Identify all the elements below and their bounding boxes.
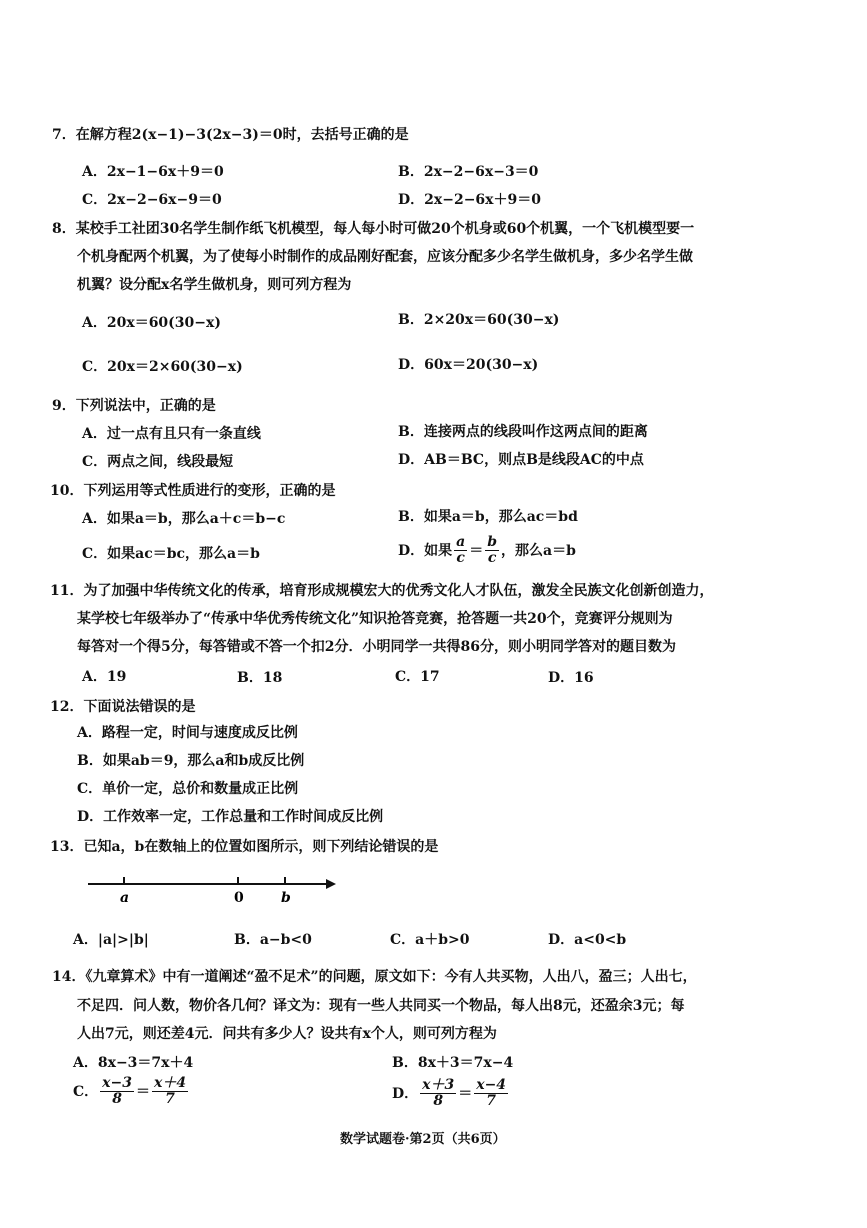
question-14-line-3: 人出7元，则还差4元．问共有多少人？设共有x个人，则可列方程为	[77, 1026, 497, 1042]
question-7-option-b: B．2x−2−6x−3＝0	[398, 164, 539, 180]
question-9-option-a: A．过一点有且只有一条直线	[82, 426, 261, 442]
question-7-option-a: A．2x−1−6x＋9＝0	[82, 164, 224, 180]
question-11-option-b: B．18	[237, 670, 283, 686]
question-10-option-d-fraction-1	[454, 535, 467, 565]
question-12-option-a: A．路程一定，时间与速度成反比例	[77, 725, 298, 741]
question-11-option-c: C．17	[395, 669, 440, 685]
question-12-stem: 12．下面说法错误的是	[50, 699, 196, 715]
question-7-stem: 7．在解方程2(x−1)−3(2x−3)＝0时，去括号正确的是	[52, 127, 409, 143]
equals-sign: ＝	[135, 1084, 150, 1101]
question-14-option-c-fraction-1	[100, 1076, 134, 1106]
question-13-option-d: D．a<0<b	[548, 932, 627, 948]
question-8-line-1: 8．某校手工社团30名学生制作纸飞机模型，每人每小时可做20个机身或60个机翼，一个飞机模型要一	[52, 221, 695, 237]
question-7-option-c: C．2x−2−6x−9＝0	[82, 192, 222, 208]
fraction-numerator: b	[487, 534, 498, 550]
question-14-line-2: 不足四．问人数，物价各几何？译文为：现有一些人共同买一个物品，每人出8元，还盈余3元；每	[77, 998, 685, 1014]
question-14-option-c	[73, 1076, 190, 1106]
question-14-option-c-fraction-2	[152, 1076, 188, 1106]
axis-label-a: a	[120, 890, 130, 906]
question-9-option-b: B．连接两点的线段叫作这两点间的距离	[398, 424, 648, 440]
question-11-line-1: 11．为了加强中华传统文化的传承，培育形成规模宏大的优秀文化人才队伍，激发全民族文化创新创造力，	[50, 583, 714, 599]
fraction-numerator: x−4	[476, 1077, 507, 1093]
question-8-option-b: B．2×20x＝60(30−x)	[398, 312, 560, 328]
fraction-numerator: a	[456, 534, 466, 550]
number-line-arrow-icon	[326, 879, 336, 889]
question-14-option-d-prefix: D．	[392, 1086, 419, 1103]
question-8-option-a: A．20x＝60(30−x)	[82, 315, 221, 331]
question-7-option-d: D．2x−2−6x＋9＝0	[398, 192, 542, 208]
question-10-stem: 10．下列运用等式性质进行的变形，正确的是	[50, 483, 336, 499]
question-13-option-b: B．a−b<0	[234, 932, 312, 948]
question-9-stem: 9．下列说法中，正确的是	[52, 398, 216, 414]
question-10-option-b: B．如果a＝b，那么ac＝bd	[398, 509, 578, 525]
fraction-denominator: 7	[165, 1090, 175, 1107]
fraction-denominator: 7	[486, 1092, 497, 1109]
question-10-option-d-suffix: ，那么a＝b	[501, 543, 576, 560]
question-9-option-c: C．两点之间，线段最短	[82, 454, 234, 470]
question-13-option-a: A．|a|>|b|	[73, 932, 149, 948]
question-8-option-c: C．20x＝2×60(30−x)	[82, 359, 243, 375]
question-11-line-2: 某学校七年级举办了“传承中华优秀传统文化”知识抢答竞赛，抢答题一共20个，竞赛评分规则为	[77, 611, 673, 627]
question-8-line-3: 机翼？设分配x名学生做机身，则可列方程为	[77, 277, 352, 293]
question-14-option-d-fraction-2	[474, 1078, 508, 1108]
question-8-line-2: 个机身配两个机翼，为了使每小时制作的成品刚好配套，应该分配多少名学生做机身，多少名学生做	[77, 249, 693, 265]
question-9-option-d: D．AB＝BC，则点B是线段AC的中点	[398, 452, 644, 468]
equals-sign: ＝	[469, 543, 484, 560]
question-10-option-d-fraction-2	[485, 535, 499, 565]
question-10-option-d-prefix: D．如果	[398, 543, 453, 560]
question-14-option-b: B．8x＋3＝7x−4	[392, 1055, 514, 1071]
question-11-option-a: A．19	[82, 669, 127, 685]
equals-sign: ＝	[458, 1086, 473, 1103]
fraction-numerator: x−3	[102, 1075, 132, 1091]
fraction-denominator: c	[456, 549, 465, 566]
question-12-option-c: C．单价一定，总价和数量成正比例	[77, 781, 299, 797]
question-14-option-d	[392, 1078, 510, 1108]
question-14-option-c-prefix: C．	[73, 1084, 99, 1101]
question-11-option-d: D．16	[548, 670, 594, 686]
question-11-line-3: 每答对一个得5分，每答错或不答一个扣2分．小明同学一共得86分，则小明同学答对的题目数为	[77, 639, 676, 655]
question-13-stem: 13．已知a，b在数轴上的位置如图所示，则下列结论错误的是	[50, 839, 439, 855]
axis-label-b: b	[281, 890, 291, 906]
question-10-option-d	[398, 535, 576, 565]
fraction-denominator: 8	[112, 1090, 122, 1107]
question-12-option-b: B．如果ab＝9，那么a和b成反比例	[77, 753, 305, 769]
question-14-option-a: A．8x−3＝7x＋4	[73, 1055, 194, 1071]
question-10-option-c: C．如果ac＝bc，那么a＝b	[82, 546, 260, 562]
question-8-option-d: D．60x＝20(30−x)	[398, 357, 539, 373]
question-12-option-d: D．工作效率一定，工作总量和工作时间成反比例	[77, 809, 384, 825]
axis-label-zero: 0	[234, 890, 244, 906]
question-10-option-a: A．如果a＝b，那么a＋c＝b−c	[82, 511, 286, 527]
page-footer: 数学试题卷·第2页（共6页）	[340, 1132, 506, 1147]
fraction-denominator: c	[487, 549, 497, 566]
fraction-numerator: x＋3	[422, 1077, 455, 1093]
fraction-denominator: 8	[433, 1092, 444, 1109]
fraction-numerator: x＋4	[153, 1075, 187, 1091]
question-14-line-1: 14．《九章算术》中有一道阐述“盈不足术”的问题，原文如下：今有人共买物，人出八，盈三；人出七，	[52, 969, 697, 985]
question-13-option-c: C．a＋b>0	[390, 932, 470, 948]
number-line	[80, 868, 350, 910]
question-14-option-d-fraction-1	[420, 1078, 456, 1108]
